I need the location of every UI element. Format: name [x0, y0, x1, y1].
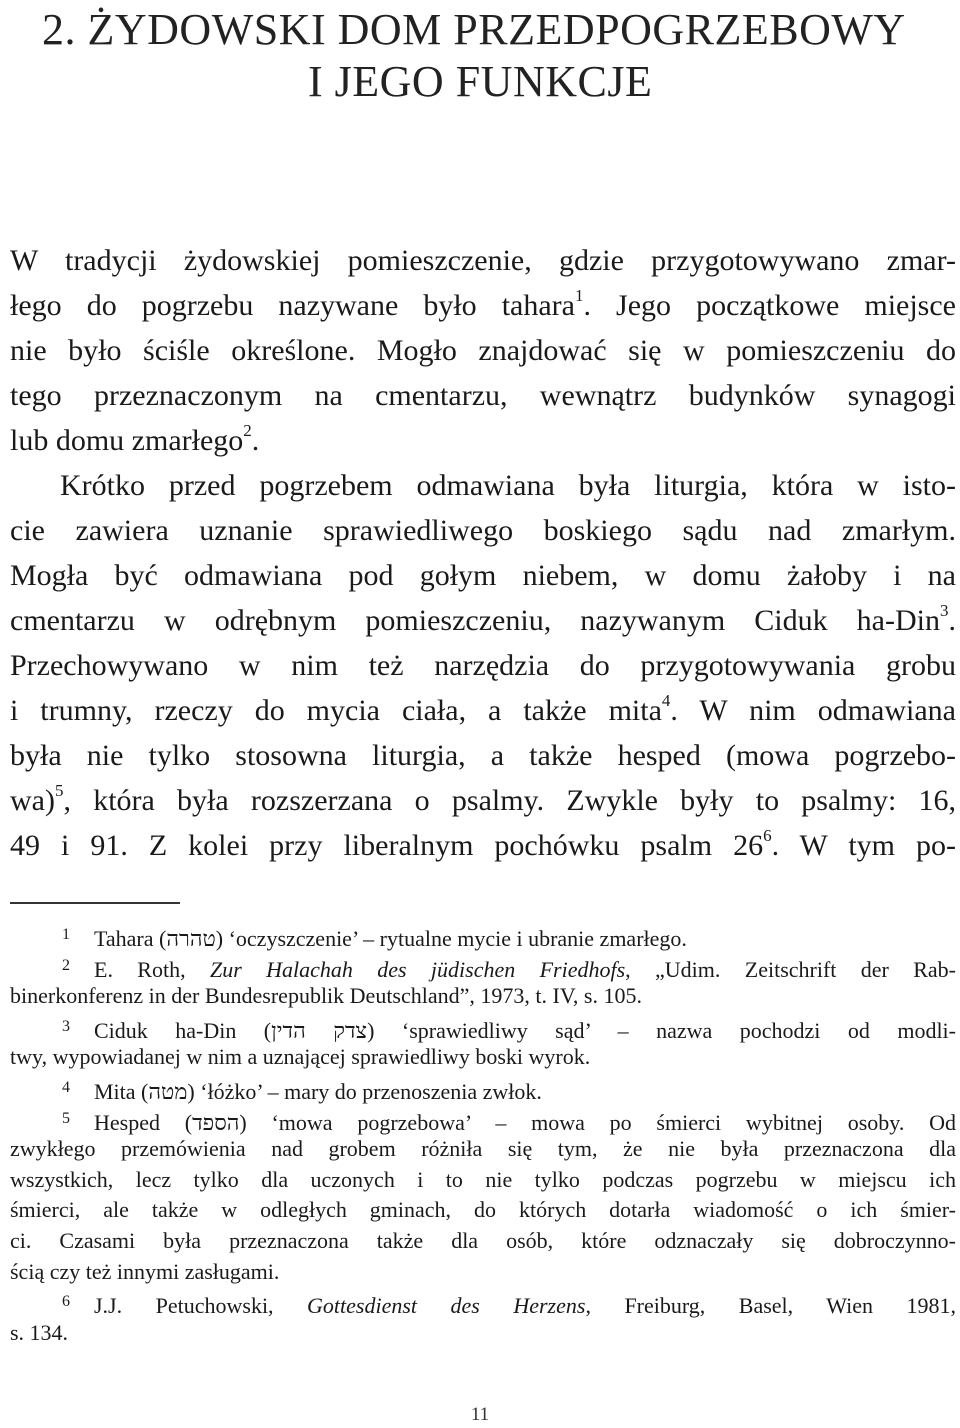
footnote-number: 2: [62, 956, 70, 974]
text-span: 49 i 91. Z kolei przy liberalnym pochówku psalm 26: [10, 829, 764, 862]
footnote-3-continued: [10, 1042, 956, 1073]
footnote-2: [10, 951, 956, 982]
text-span: cmentarzu w odrębnym pomieszczeniu, nazywanym Ciduk ha-Din: [10, 604, 940, 637]
text-span: Przechowywano w nim też narzędzia do przygotowywania grobu: [10, 649, 956, 682]
body-line: [10, 463, 956, 508]
footnote-text: Mita (מטה) ‘łóżko’ – mary do przenoszenia zwłok.: [94, 1078, 542, 1104]
footnote-6-continued: [10, 1318, 956, 1349]
text-span: . Jego początkowe miejsce: [583, 289, 956, 322]
footnote-text: E. Roth,: [94, 956, 210, 982]
body-text: [10, 238, 956, 868]
text-span: cie zawiera uznanie sprawiedliwego boskiego sądu nad zmarłym.: [10, 514, 956, 547]
text-span: .: [251, 424, 260, 457]
footnote-text: Ciduk ha-Din (צדק הדין) ‘sprawiedliwy sąd’ – nazwa pochodzi od modli-: [94, 1017, 956, 1043]
page-number: 11: [470, 1404, 490, 1425]
body-line: [10, 508, 956, 553]
footnote-number: 3: [62, 1017, 70, 1035]
footnote-text: Hesped (הספד) ‘mowa pogrzebowa’ – mowa po śmierci wybitnej osoby. Od: [94, 1109, 956, 1135]
body-line: [10, 553, 956, 598]
footnote-separator: [10, 902, 180, 904]
footnote-number: 1: [62, 926, 70, 943]
footnote-text: s. 134.: [10, 1319, 69, 1345]
footnote-text: śmierci, ale także w odległych gminach, do których dotarła wiadomość o ich śmier-: [10, 1197, 956, 1223]
text-span: wa): [10, 784, 55, 817]
footnote-text: , „Udim. Zeitschrift der Rab-: [625, 956, 956, 982]
footnote-number: 6: [62, 1293, 70, 1311]
footnote-1: [10, 920, 956, 951]
footnote-5-continued: [10, 1165, 956, 1196]
body-line: [10, 688, 956, 733]
footnote-text: ci. Czasami była przeznaczona także dla osób, które odznaczały się dobroczynno-: [10, 1227, 956, 1253]
body-line: [10, 238, 956, 283]
footnote-ref-1: 1: [575, 286, 584, 305]
footnote-6: [10, 1287, 956, 1318]
chapter-title-line-1: 2. ŻYDOWSKI DOM PRZEDPOGRZEBOWY: [42, 5, 906, 54]
text-span: . W nim odmawiana: [670, 694, 956, 727]
footnotes: [10, 920, 956, 1348]
body-line: [10, 328, 956, 373]
footnote-text: binerkonferenz in der Bundesrepublik Deutschland”, 1973, t. IV, s. 105.: [10, 983, 642, 1009]
body-line: [10, 643, 956, 688]
footnote-ref-4: 4: [661, 691, 671, 710]
footnote-5-continued: [10, 1134, 956, 1165]
footnote-ref-5: 5: [54, 781, 64, 800]
footnote-2-continued: [10, 981, 956, 1012]
footnote-text: ścią czy też innymi zasługami.: [10, 1258, 280, 1284]
body-line: [10, 283, 956, 328]
body-line: [10, 598, 956, 643]
footnote-5: [10, 1104, 956, 1135]
text-span: Krótko przed pogrzebem odmawiana była liturgia, która w isto-: [60, 469, 956, 502]
footnote-title-italic: Zur Halachah des jüdischen Friedhofs: [209, 956, 626, 982]
chapter-title-line-2: I JEGO FUNKCJE: [308, 57, 653, 106]
footnote-5-continued: [10, 1226, 956, 1257]
footnote-number: 4: [62, 1078, 70, 1096]
body-line: [10, 373, 956, 418]
text-span: .: [948, 604, 956, 637]
footnote-4: [10, 1073, 956, 1104]
body-line: [10, 418, 956, 463]
text-span: W tradycji żydowskiej pomieszczenie, gdzie przygotowywano zmar-: [10, 244, 956, 277]
body-line: [10, 733, 956, 778]
chapter-title: [42, 4, 942, 108]
footnote-title-italic: Gottesdienst des Herzens: [307, 1293, 586, 1319]
body-line: [10, 778, 956, 823]
footnote-5-continued: [10, 1257, 956, 1288]
footnote-text: Tahara (טהרה) ‘oczyszczenie’ – rytualne mycie i ubranie zmarłego.: [94, 926, 687, 951]
footnote-text: wszystkich, lecz tylko dla uczonych i to nie tylko podczas pogrzebu w miejscu ich: [10, 1166, 956, 1192]
body-line: [10, 823, 956, 868]
footnote-ref-3: 3: [940, 601, 949, 620]
text-span: łego do pogrzebu nazywane było tahara: [10, 289, 575, 322]
footnote-number: 5: [62, 1109, 70, 1127]
text-span: lub domu zmarłego: [10, 424, 244, 457]
text-span: i trumny, rzeczy do mycia ciała, a także mita: [10, 694, 662, 727]
footnote-5-continued: [10, 1195, 956, 1226]
footnote-ref-2: 2: [243, 421, 252, 440]
footnote-text: zwykłego przemówienia nad grobem różniła się tym, że nie była przeznaczona dla: [10, 1136, 956, 1162]
footnote-ref-6: 6: [763, 826, 772, 845]
text-span: była nie tylko stosowna liturgia, a także hesped (mowa pogrzebo-: [10, 739, 956, 772]
text-span: tego przeznaczonym na cmentarzu, wewnątrz budynków synagogi: [10, 379, 956, 412]
text-span: Mogła być odmawiana pod gołym niebem, w domu żałoby i na: [10, 559, 956, 592]
text-span: , która była rozszerzana o psalmy. Zwykle były to psalmy: 16,: [63, 784, 956, 817]
footnote-text: twy, wypowiadanej w nim a uznającej sprawiedliwy boski wyrok.: [10, 1044, 591, 1070]
footnote-text: , Freiburg, Basel, Wien 1981,: [585, 1293, 957, 1319]
text-span: nie było ściśle określone. Mogło znajdować się w pomieszczeniu do: [10, 334, 956, 367]
footnote-3: [10, 1012, 956, 1043]
footnote-text: J.J. Petuchowski,: [94, 1293, 308, 1319]
text-span: . W tym po-: [771, 829, 956, 862]
